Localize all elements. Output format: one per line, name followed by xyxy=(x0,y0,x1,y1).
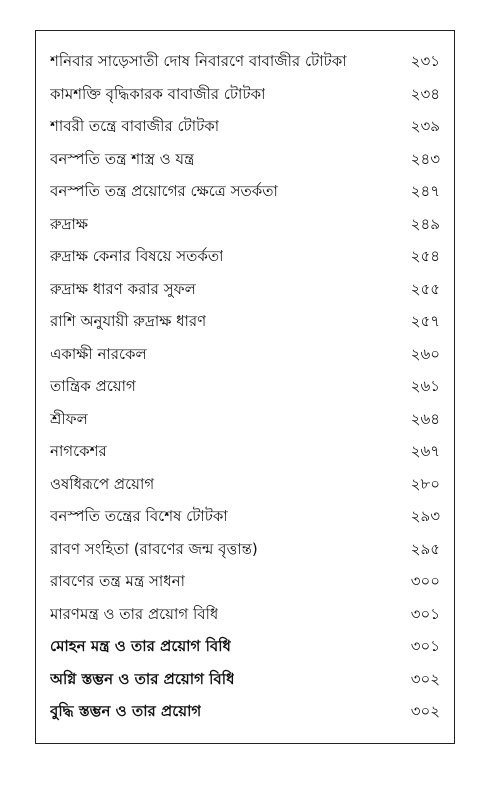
contents-frame xyxy=(35,30,455,744)
toc-entry-title: শাবরী তন্ত্রে বাবাজীর টোটকা xyxy=(50,117,220,135)
toc-entry-page-number: ৩০১ xyxy=(410,604,440,623)
toc-entry-page-number: ২৫৭ xyxy=(410,312,440,330)
toc-entry xyxy=(36,669,454,702)
toc-entry-title: রাবণ সংহিতা (রাবণের জন্ম বৃত্তান্ত) xyxy=(50,539,258,558)
toc-entry xyxy=(36,441,454,474)
toc-entry-page-number: ৩০০ xyxy=(410,572,440,590)
toc-entry xyxy=(36,571,454,604)
toc-entry-page-number: ২৪৩ xyxy=(410,149,440,168)
toc-entry-title: শ্রীফল xyxy=(50,409,88,428)
toc-entry-page-number: ২৫৫ xyxy=(410,279,440,298)
toc-entry xyxy=(36,84,454,117)
toc-entry xyxy=(36,246,454,279)
toc-entry-page-number: ২৩১ xyxy=(410,52,440,70)
toc-entry-page-number: ২৪৯ xyxy=(410,214,440,233)
toc-entry-title: বনস্পতি তন্ত্র শাস্ত্র ও যন্ত্র xyxy=(50,149,195,168)
toc-entry-page-number: ২৬৭ xyxy=(410,442,440,460)
toc-entry-page-number: ৩০২ xyxy=(410,702,440,720)
toc-entry-page-number: ২৯৩ xyxy=(410,507,440,525)
toc-entry xyxy=(36,116,454,149)
toc-entry-page-number: ৩০১ xyxy=(410,637,440,655)
toc-entry xyxy=(36,474,454,507)
toc-entry-title: মোহন মন্ত্র ও তার প্রয়োগ বিধি xyxy=(50,637,231,655)
toc-entry xyxy=(36,636,454,669)
toc-entry-title: রাশি অনুযায়ী রুদ্রাক্ষ ধারণ xyxy=(50,312,207,330)
toc-entry xyxy=(36,214,454,247)
toc-entry xyxy=(36,376,454,409)
toc-entry-page-number: ২৬০ xyxy=(410,344,440,363)
toc-entry-page-number: ২৩৯ xyxy=(410,117,440,135)
toc-entry-title: রাবণের তন্ত্র মন্ত্র সাধনা xyxy=(50,572,185,590)
toc-entry-page-number: ২৯৫ xyxy=(410,539,440,558)
toc-entry xyxy=(36,539,454,572)
toc-entry-page-number: ২৮০ xyxy=(410,474,440,493)
toc-entry xyxy=(36,701,454,734)
toc-entry xyxy=(36,604,454,637)
toc-entry-page-number: ২৬১ xyxy=(410,377,440,395)
toc-entry xyxy=(36,51,454,84)
toc-entry-title: বনস্পতি তন্ত্র প্রয়োগের ক্ষেত্রে সতর্কতা xyxy=(50,182,278,200)
toc-entry-page-number: ২৪৭ xyxy=(410,182,440,200)
toc-entry xyxy=(36,409,454,442)
toc-entry-title: বুদ্ধি স্তম্ভন ও তার প্রয়োগ xyxy=(50,702,202,720)
toc-entry-title: রুদ্রাক্ষ ধারণ করার সুফল xyxy=(50,279,196,298)
toc-entry-title: শনিবার সাড়েসাতী দোষ নিবারণে বাবাজীর টোটকা xyxy=(50,52,347,70)
toc-entry-title: কামশক্তি বৃদ্ধিকারক বাবাজীর টোটকা xyxy=(50,84,266,103)
toc-entry-page-number: ৩০২ xyxy=(410,669,440,688)
toc-entry-title: রুদ্রাক্ষ xyxy=(50,214,88,233)
toc-entry xyxy=(36,311,454,344)
toc-entry xyxy=(36,181,454,214)
toc-entry xyxy=(36,344,454,377)
toc-entry-title: বনস্পতি তন্ত্রের বিশেষ টোটকা xyxy=(50,507,228,525)
toc-entry-title: ওষধিরূপে প্রয়োগ xyxy=(50,474,155,493)
toc-entry xyxy=(36,279,454,312)
toc-entry-page-number: ২৬৪ xyxy=(410,409,440,428)
toc-entry xyxy=(36,149,454,182)
toc-entry-page-number: ২৫৪ xyxy=(410,247,440,265)
toc-entry-title: রুদ্রাক্ষ কেনার বিষয়ে সতর্কতা xyxy=(50,247,224,265)
toc-entry-page-number: ২৩৪ xyxy=(410,84,440,103)
toc-entry xyxy=(36,506,454,539)
toc-entry-title: তান্ত্রিক প্রয়োগ xyxy=(50,377,136,395)
toc-entry-title: অগ্নি স্তম্ভন ও তার প্রয়োগ বিধি xyxy=(50,669,235,688)
toc-entry-title: একাক্ষী নারকেল xyxy=(50,344,147,363)
toc-entry-title: নাগকেশর xyxy=(50,442,107,460)
toc-entry-title: মারণমন্ত্র ও তার প্রয়োগ বিধি xyxy=(50,604,219,623)
